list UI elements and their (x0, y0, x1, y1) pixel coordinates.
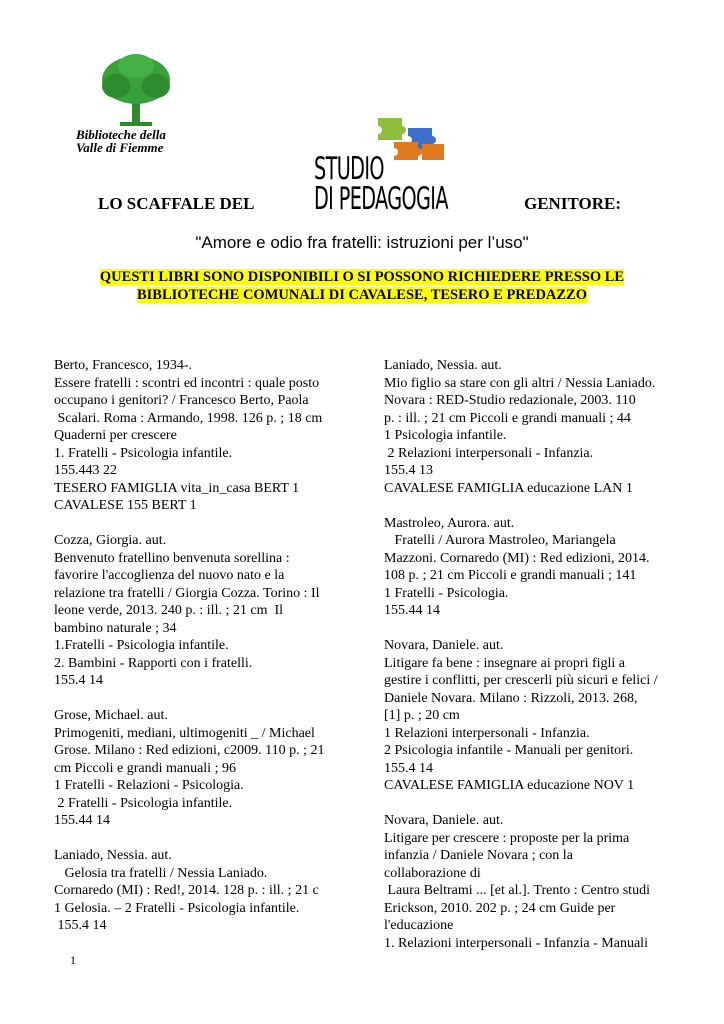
library-logo (76, 52, 206, 157)
notice-line1: QUESTI LIBRI SONO DISPONIBILI O SI POSSONO RICHIEDERE PRESSO LE (99, 269, 625, 285)
entry-line: p. : ill. ; 21 cm Piccoli e grandi manuali ; 44 (384, 410, 631, 426)
entry-line: 1 Relazioni interpersonali - Infanzia. (384, 725, 590, 741)
entry-line: TESERO FAMIGLIA vita_in_casa BERT 1 (54, 480, 300, 496)
entry-line: 1 Fratelli - Relazioni - Psicologia. (54, 778, 244, 793)
entry-line: occupano i genitori? / Francesco Berto, Paola (54, 393, 309, 408)
book-entry (54, 532, 354, 690)
entry-line: CAVALESE 155 BERT 1 (54, 498, 197, 513)
entry-line: 155.4 14 (54, 918, 107, 933)
entry-line: Mazzoni. Cornaredo (MI) : Red edizioni, 2014. (384, 550, 650, 566)
entry-line: 155.4 14 (384, 760, 433, 776)
entry-line: bambino naturale ; 34 (54, 620, 177, 636)
availability-notice (0, 268, 724, 304)
book-entry (54, 707, 354, 830)
entry-line: leone verde, 2013. 240 p. : ill. ; 21 cm Il (54, 603, 284, 618)
entry-line: [1] p. ; 20 cm (384, 708, 460, 723)
entry-line: Mio figlio sa stare con gli altri / Nessia Laniado. (384, 375, 656, 391)
entry-line: Litigare per crescere : proposte per la prima (384, 830, 630, 846)
puzzle-icon (364, 112, 522, 162)
notice-line2: BIBLIOTECHE COMUNALI DI CAVALESE, TESERO E PREDAZZO (136, 287, 588, 303)
entry-line: relazione tra fratelli / Giorgia Cozza. Torino : Il (54, 585, 320, 601)
entry-line: Essere fratelli : scontri ed incontri : quale posto (54, 375, 320, 391)
entry-line: Grose, Michael. aut. (54, 708, 168, 723)
entry-line: Litigare fa bene : insegnare ai propri figli a (384, 655, 626, 671)
entry-line: cm Piccoli e grandi manuali ; 96 (54, 760, 236, 776)
entry-line: infanzia / Daniele Novara ; con la (384, 848, 573, 863)
entry-line: 1 Psicologia infantile. (384, 428, 507, 443)
heading-left: LO SCAFFALE DEL (98, 194, 255, 213)
entry-line: Cornaredo (MI) : Red!, 2014. 128 p. : ill. ; 21 c (54, 883, 319, 898)
entry-line: Novara, Daniele. aut. (384, 638, 504, 653)
left-column (54, 357, 354, 952)
library-logo-line2: Valle di Fiemme (76, 140, 164, 155)
entry-line: Benvenuto fratellino benvenuta sorellina : (54, 550, 290, 566)
entry-line: gestire i conflitti, per crescerli più sicuri e felici / (384, 673, 658, 688)
entry-line: Gelosia tra fratelli / Nessia Laniado. (54, 865, 268, 881)
entry-line: Berto, Francesco, 1934-. (54, 358, 193, 373)
studio-logo (304, 112, 462, 217)
entry-line: collaborazione di (384, 865, 481, 881)
book-entry (384, 637, 704, 795)
heading-right: GENITORE: (524, 194, 621, 213)
entry-line: 2. Bambini - Rapporti con i fratelli. (54, 655, 253, 671)
entry-line: Fratelli / Aurora Mastroleo, Mariangela (384, 533, 616, 548)
studio-logo-line1: STUDIO (314, 151, 384, 187)
entry-line: Cozza, Giorgia. aut. (54, 533, 167, 548)
entry-line: Novara, Daniele. aut. (384, 813, 504, 828)
entry-line: Scalari. Roma : Armando, 1998. 126 p. ; 18 cm (54, 410, 323, 426)
entry-line: 1. Relazioni interpersonali - Infanzia - Manuali (384, 935, 648, 951)
entry-line: Laniado, Nessia. aut. (384, 358, 502, 373)
entry-line: Novara : RED-Studio redazionale, 2003. 110 (384, 393, 636, 408)
book-entry (384, 515, 704, 620)
book-entry (54, 357, 354, 515)
tree-icon (76, 52, 206, 130)
entry-line: 108 p. ; 21 cm Piccoli e grandi manuali ; 141 (384, 568, 637, 583)
entry-line: CAVALESE FAMIGLIA educazione NOV 1 (384, 778, 635, 793)
library-logo-line1: Biblioteche della (76, 127, 166, 142)
right-column (384, 357, 704, 970)
entry-line: 1.Fratelli - Psicologia infantile. (54, 638, 229, 653)
entry-line: 1. Fratelli - Psicologia infantile. (54, 445, 233, 461)
entry-line: 155.44 14 (54, 813, 110, 828)
entry-line: 2 Fratelli - Psicologia infantile. (54, 795, 233, 811)
entry-line: Erickson, 2010. 202 p. ; 24 cm Guide per (384, 900, 616, 916)
book-entry (54, 847, 354, 935)
entry-line: Laniado, Nessia. aut. (54, 848, 172, 863)
studio-logo-line2: DI PEDAGOGIA (314, 181, 448, 217)
entry-line: 155.44 14 (384, 603, 440, 618)
entry-line: Quaderni per crescere (54, 428, 177, 443)
entry-line: Mastroleo, Aurora. aut. (384, 515, 515, 531)
entry-line: 1 Gelosia. – 2 Fratelli - Psicologia infantile. (54, 900, 300, 916)
book-entry (384, 812, 704, 952)
entry-line: Laura Beltrami ... [et al.]. Trento : Centro studi (384, 883, 650, 898)
entry-line: favorire l'accoglienza del nuovo nato e la (54, 568, 285, 583)
entry-line: 1 Fratelli - Psicologia. (384, 585, 509, 601)
entry-line: Daniele Novara. Milano : Rizzoli, 2013. 268, (384, 690, 638, 706)
book-entry (384, 357, 704, 497)
entry-line: 2 Relazioni interpersonali - Infanzia. (384, 445, 594, 461)
entry-line: Grose. Milano : Red edizioni, c2009. 110 p. ; 21 (54, 743, 325, 758)
entry-line: CAVALESE FAMIGLIA educazione LAN 1 (384, 480, 633, 496)
entry-line: 2 Psicologia infantile - Manuali per genitori. (384, 743, 634, 758)
entry-line: l'educazione (384, 918, 454, 933)
entry-line: 155.443 22 (54, 463, 117, 478)
page-subtitle: "Amore e odio fra fratelli: istruzioni per l’uso" (195, 233, 529, 252)
entry-line: Primogeniti, mediani, ultimogeniti _ / Michael (54, 725, 315, 741)
entry-line: 155.4 14 (54, 673, 103, 688)
page-number: 1 (70, 953, 76, 967)
entry-line: 155.4 13 (384, 463, 433, 478)
